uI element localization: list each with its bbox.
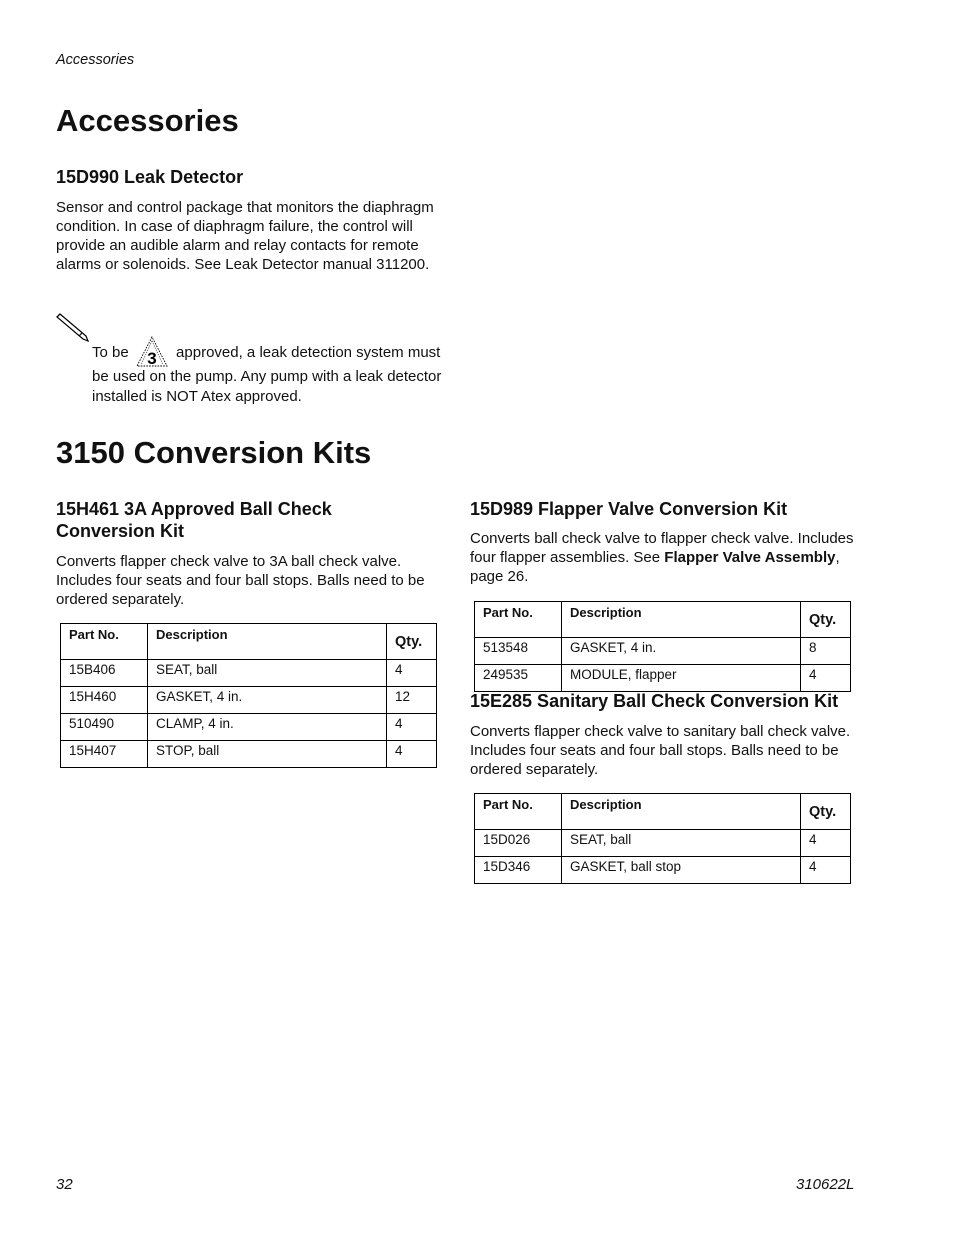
ball-check-kit-body: Converts flapper check valve to 3A ball check valve. Includes four seats and four ball stops. Balls need to be ordered separately. xyxy=(56,553,425,608)
sanitary-kit-table xyxy=(474,793,851,884)
cell-qty: 8 xyxy=(801,638,851,665)
pencil-note-icon xyxy=(56,312,90,342)
cell-part-no: 15D026 xyxy=(475,830,562,857)
cell-part-no: 249535 xyxy=(475,665,562,692)
sanitary-kit-body: Converts flapper check valve to sanitary ball check valve. Includes four seats and four ball stops. Balls need to be ordered separately. xyxy=(470,723,851,778)
cell-description: SEAT, ball xyxy=(562,830,801,857)
table-row xyxy=(61,714,437,741)
cell-description: SEAT, ball xyxy=(148,660,387,687)
document-number: 310622L xyxy=(796,1176,855,1193)
cell-part-no: 15H460 xyxy=(61,687,148,714)
flapper-assembly-reference: Flapper Valve Assembly xyxy=(664,549,836,566)
cell-qty: 4 xyxy=(801,665,851,692)
table-row xyxy=(61,660,437,687)
cell-qty: 4 xyxy=(387,660,437,687)
cell-description: GASKET, 4 in. xyxy=(562,638,801,665)
note-prefix: To be xyxy=(92,344,129,361)
col-part-no: Part No. xyxy=(475,794,562,830)
col-description: Description xyxy=(562,794,801,830)
accessories-title: Accessories xyxy=(56,103,239,138)
table-row xyxy=(61,741,437,768)
col-part-no: Part No. xyxy=(475,602,562,638)
page-number: 32 xyxy=(56,1176,73,1193)
table-row xyxy=(475,638,851,665)
flapper-kit-heading: 15D989 Flapper Valve Conversion Kit xyxy=(470,499,788,519)
col-description: Description xyxy=(148,624,387,660)
cell-description: MODULE, flapper xyxy=(562,665,801,692)
cell-qty: 12 xyxy=(387,687,437,714)
leak-detector-note xyxy=(92,341,444,407)
cell-qty: 4 xyxy=(387,714,437,741)
cell-qty: 4 xyxy=(801,857,851,884)
sanitary-kit-heading: 15E285 Sanitary Ball Check Conversion Kit xyxy=(470,691,839,711)
col-part-no: Part No. xyxy=(61,624,148,660)
flapper-body-prefix: Converts ball check valve to flapper check valve. Includes four flapper assemblies. See xyxy=(470,530,854,566)
ball-check-kit-table xyxy=(60,623,437,768)
table-row xyxy=(475,857,851,884)
cell-description: CLAMP, 4 in. xyxy=(148,714,387,741)
running-header: Accessories xyxy=(56,52,135,68)
cell-part-no: 15D346 xyxy=(475,857,562,884)
leak-detector-heading: 15D990 Leak Detector xyxy=(56,167,244,187)
col-description: Description xyxy=(562,602,801,638)
cell-part-no: 15B406 xyxy=(61,660,148,687)
col-qty: Qty. xyxy=(801,794,851,830)
sanitary-3a-icon xyxy=(135,335,169,367)
flapper-kit-body xyxy=(470,529,860,586)
cell-part-no: 15H407 xyxy=(61,741,148,768)
table-row xyxy=(475,830,851,857)
col-qty: Qty. xyxy=(387,624,437,660)
cell-description: GASKET, 4 in. xyxy=(148,687,387,714)
cell-part-no: 513548 xyxy=(475,638,562,665)
col-qty: Qty. xyxy=(801,602,851,638)
note-suffix: approved, a leak detection system must be used on the pump. Any pump with a leak detector installed is NOT Atex approved. xyxy=(92,344,442,405)
conversion-kits-title: 3150 Conversion Kits xyxy=(56,435,372,470)
cell-description: GASKET, ball stop xyxy=(562,857,801,884)
note-icon-label: 3 xyxy=(147,349,157,367)
flapper-kit-table xyxy=(474,601,851,692)
table-row xyxy=(475,665,851,692)
cell-qty: 4 xyxy=(801,830,851,857)
ball-check-kit-heading: 15H461 3A Approved Ball Check Conversion Kit xyxy=(56,499,332,541)
table-row xyxy=(61,687,437,714)
cell-qty: 4 xyxy=(387,741,437,768)
flapper-body-suffix: , page 26. xyxy=(470,549,840,585)
cell-description: STOP, ball xyxy=(148,741,387,768)
cell-part-no: 510490 xyxy=(61,714,148,741)
leak-detector-body: Sensor and control package that monitors the diaphragm condition. In case of diaphragm failure, the control will provide an audible alarm and relay contacts for remote alarms or solenoids. See Leak Detector manual 311200. xyxy=(56,199,434,273)
